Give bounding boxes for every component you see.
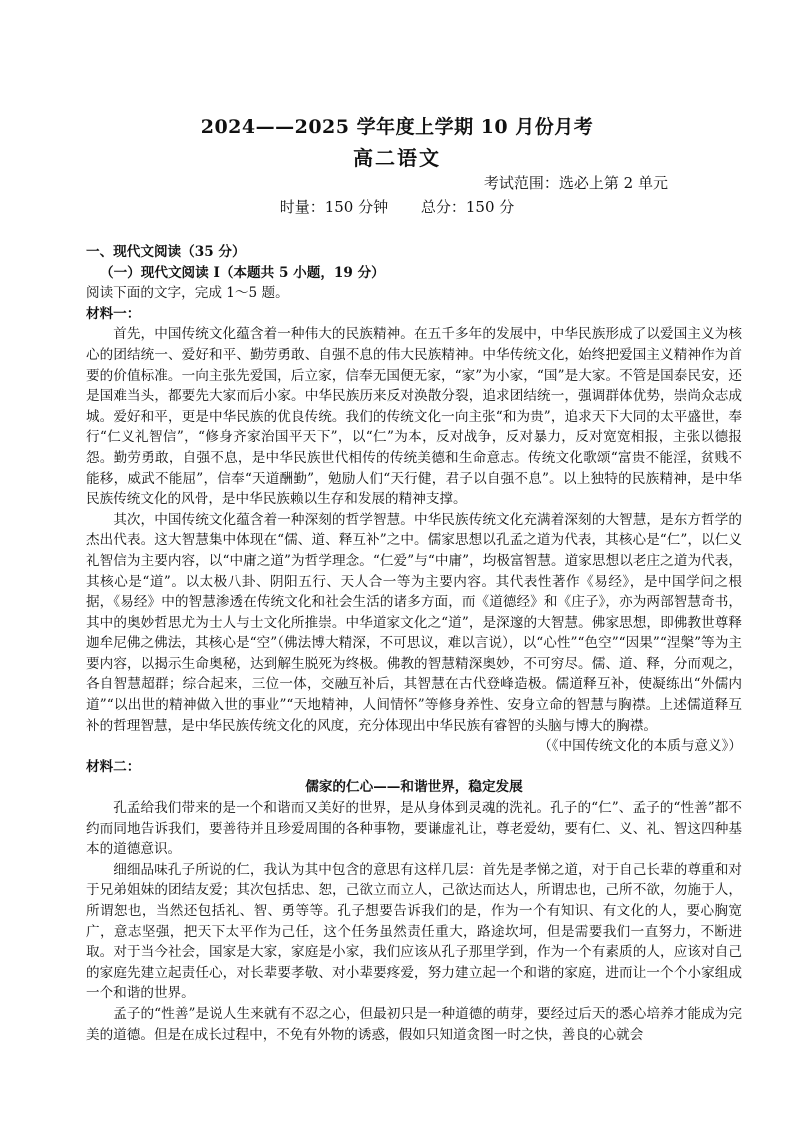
subject-title: 高二语文 [353, 146, 441, 170]
exam-title: 2024——2025 学年度上学期 10 月份月考 [200, 116, 594, 138]
instruction: 阅读下面的文字，完成 1～5 题。 [86, 285, 289, 302]
material-1-paragraph-1: 首先，中国传统文化蕴含着一种伟大的民族精神。在五千多年的发展中，中华民族形成了以爱国主义为核心的团结统一、爱好和平、勤劳勇敢、自强不息的伟大民族精神。中华传统文化，始终把爱国主义精神作为首要的价值标准。一向主张先爱国，后立家，信奉无国便无家，“家”为小家，“国”是大家。不管是国泰民安，还是国难当头，都要先大家而后小家。中华民族历来反对涣散分裂，追求团结统一，强调群体优势，崇尚众志成城。爱好和平，更是中华民族的优良传统。我们的传统文化一向主张“和为贵”，追求天下大同的太平盛世，奉行“仁义礼智信”，“修身齐家治国平天下”，以“仁”为本，反对战争，反对暴力，反对宽宽相报，主张以德报怨。勤劳勇敢，自强不息，是中华民族世代相传的传统美德和生命意志。传统文化歌颂“富贵不能淫，贫贱不能移，威武不能屈”，信奉“天道酬勤”，勉励人们“天行健，君子以自强不息”。以上独特的民族精神，是中华民族传统文化的风骨，是中华民族赖以生存和发展的精神支撑。 [86, 326, 742, 508]
exam-content [86, 242, 742, 1045]
sub-section-heading: （一）现代文阅读 I（本题共 5 小题，19 分） [100, 264, 385, 281]
material-2-paragraph-3: 孟子的“性善”是说人生来就有不忍之心，但最初只是一种道德的萌芽，要经过后天的悉心培养才能成为完美的道德。但是在成长过程中，不免有外物的诱惑，假如只知道贪图一时之快，善良的心就会 [86, 1005, 742, 1043]
material-2-paragraph-1: 孔孟给我们带来的是一个和谐而又美好的世界，是从身体到灵魂的洗礼。孔子的“仁”、孟子的“性善”都不约而同地告诉我们，要善待并且珍爱周围的各种事物，要谦虚礼让，尊老爱幼，要有仁、义、礼、智这四种基本的道德意识。 [86, 800, 742, 858]
material-2-label: 材料二： [86, 758, 141, 775]
material-2-title: 儒家的仁心——和谐世界，稳定发展 [305, 779, 523, 796]
material-1-source: （《中国传统文化的本质与意义》） [538, 738, 742, 755]
material-2-paragraph-2: 细细品味孔子所说的仁，我认为其中包含的意思有这样几层：首先是孝悌之道，对于自己长辈的尊重和对于兄弟姐妹的团结友爱；其次包括忠、恕，己欲立而立人，己欲达而达人，所谓忠也，己所不欲，勿施于人，所谓恕也，当然还包括礼、智、勇等等。孔子想要告诉我们的是，作为一个有知识、有文化的人，要心胸宽广，意志坚强，把天下太平作为己任，这个任务虽然责任重大，路途坎坷，但是需要我们一直努力，不断进取。对于当今社会，国家是大家，家庭是小家，我们应该从孔子那里学到，作为一个有素质的人，应该对自己的家庭先建立起责任心，对长辈要孝敬、对小辈要疼爱，努力建立起一个和谐的家庭，进而让一个个小家组成一个和谐的世界。 [86, 861, 742, 1002]
material-1-label: 材料一： [86, 305, 141, 322]
exam-range: 考试范围：选必上第 2 单元 [483, 174, 668, 192]
time-score-row [0, 196, 794, 217]
section-heading: 一、现代文阅读（35 分） [86, 244, 246, 260]
material-1-paragraph-2: 其次，中国传统文化蕴含着一种深刻的哲学智慧。中华民族传统文化充满着深刻的大智慧，是东方哲学的杰出代表。这大智慧集中体现在“儒、道、释互补”之中。儒家思想以孔孟之道为代表，其核心是“仁”，以仁义礼智信为主要内容，以“中庸之道”为哲学理念。“仁爱”与“中庸”，均极富智慧。道家思想以老庄之道为代表，其核心是“道”。以太极八卦、阴阳五行、天人合一等为主要内容。其代表性著作《易经》，是中国学问之根据，《易经》中的智慧渗透在传统文化和社会生活的诸多方面，而《道德经》和《庄子》，亦为两部智慧奇书，其中的奥妙哲思尤为士人与士文化所推崇。中华道家文化之“道”，是深邃的大智慧。佛家思想，即佛教世尊释迦牟尼佛之佛法，其核心是“空”（佛法博大精深，不可思议，难以言说），以“心性”“色空”“因果”“涅槃”等为主要内容，以揭示生命奥秘，达到解生脱死为终极。佛教的智慧精深奥妙，不可穷尽。儒、道、释，分而观之，各自智慧超群；综合起来，三位一体，交融互补后，其智慧在古代登峰造极。儒道释互补，使凝练出“外儒内道”“以出世的精神做入世的事业”“天地精神，人间情怀”等修身养性、安身立命的智慧与胸襟。上述儒道释互补的哲理智慧，是中华民族传统文化的风度，充分体现出中华民族有睿智的头脑与博大的胸襟。 [86, 511, 742, 734]
exam-time: 时量：150 分钟 [279, 198, 389, 216]
exam-total-score: 总分：150 分 [420, 198, 515, 216]
